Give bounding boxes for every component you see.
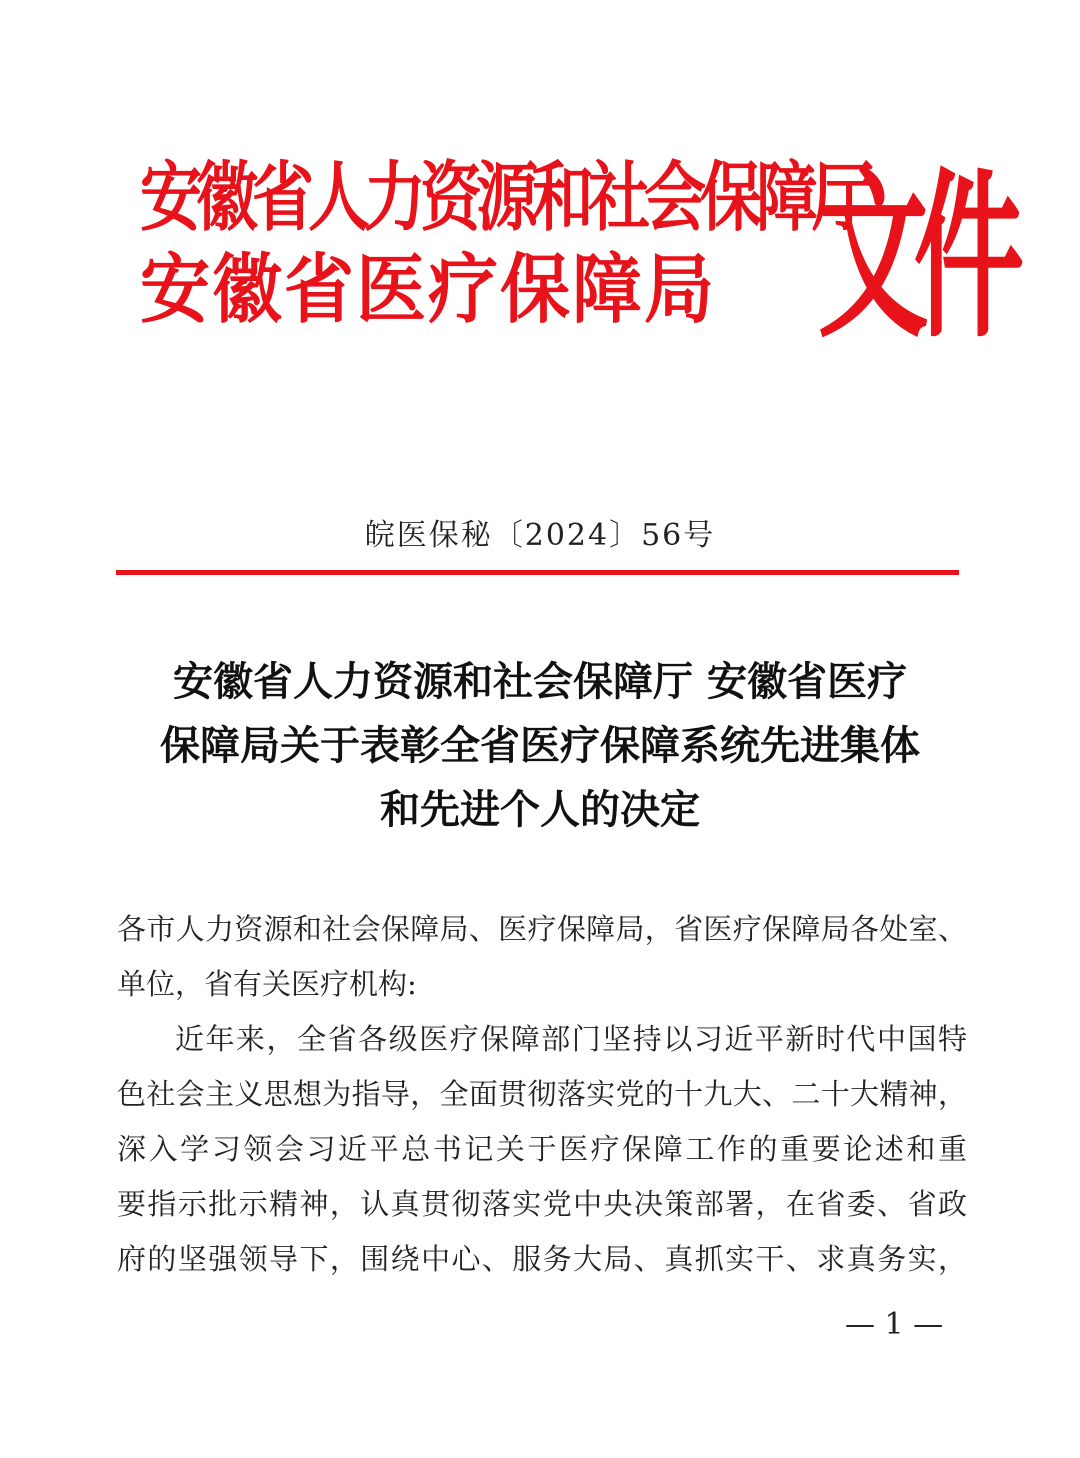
paragraph-line: 近年来，全省各级医疗保障部门坚持以习近平新时代中国特 [175,1022,967,1056]
document-title [90,650,990,842]
title-line: 和先进个人的决定 [380,786,700,833]
addressee-line: 单位，省有关医疗机构: [117,967,417,1001]
addressee-line: 各市人力资源和社会保障局、医疗保障局，省医疗保障局各处室、 [117,912,967,946]
title-line: 保障局关于表彰全省医疗保障系统先进集体 [160,722,920,769]
red-divider-rule [116,570,959,575]
document-number: 皖医保秘〔2024〕56号 [364,518,716,553]
issuer-name-hrss: 安徽省人力资源和社会保障厅 [140,152,869,242]
document-word: 文件 [818,151,1010,363]
issuer-header [140,152,869,335]
title-line: 安徽省人力资源和社会保障厅 安徽省医疗 [173,658,907,705]
issuer-name-healthcare-security: 安徽省医疗保障局 [140,244,716,335]
document-body [117,902,967,1287]
paragraph-line: 府的坚强领导下，围绕中心、服务大局、真抓实干、求真务实， [117,1242,967,1276]
paragraph-line: 深入学习领会习近平总书记关于医疗保障工作的重要论述和重 [117,1132,967,1166]
page-number: — 1 — [845,1307,944,1342]
paragraph-line: 要指示批示精神，认真贯彻落实党中央决策部署，在省委、省政 [117,1187,967,1221]
paragraph-line: 色社会主义思想为指导，全面贯彻落实党的十九大、二十大精神， [117,1077,967,1111]
